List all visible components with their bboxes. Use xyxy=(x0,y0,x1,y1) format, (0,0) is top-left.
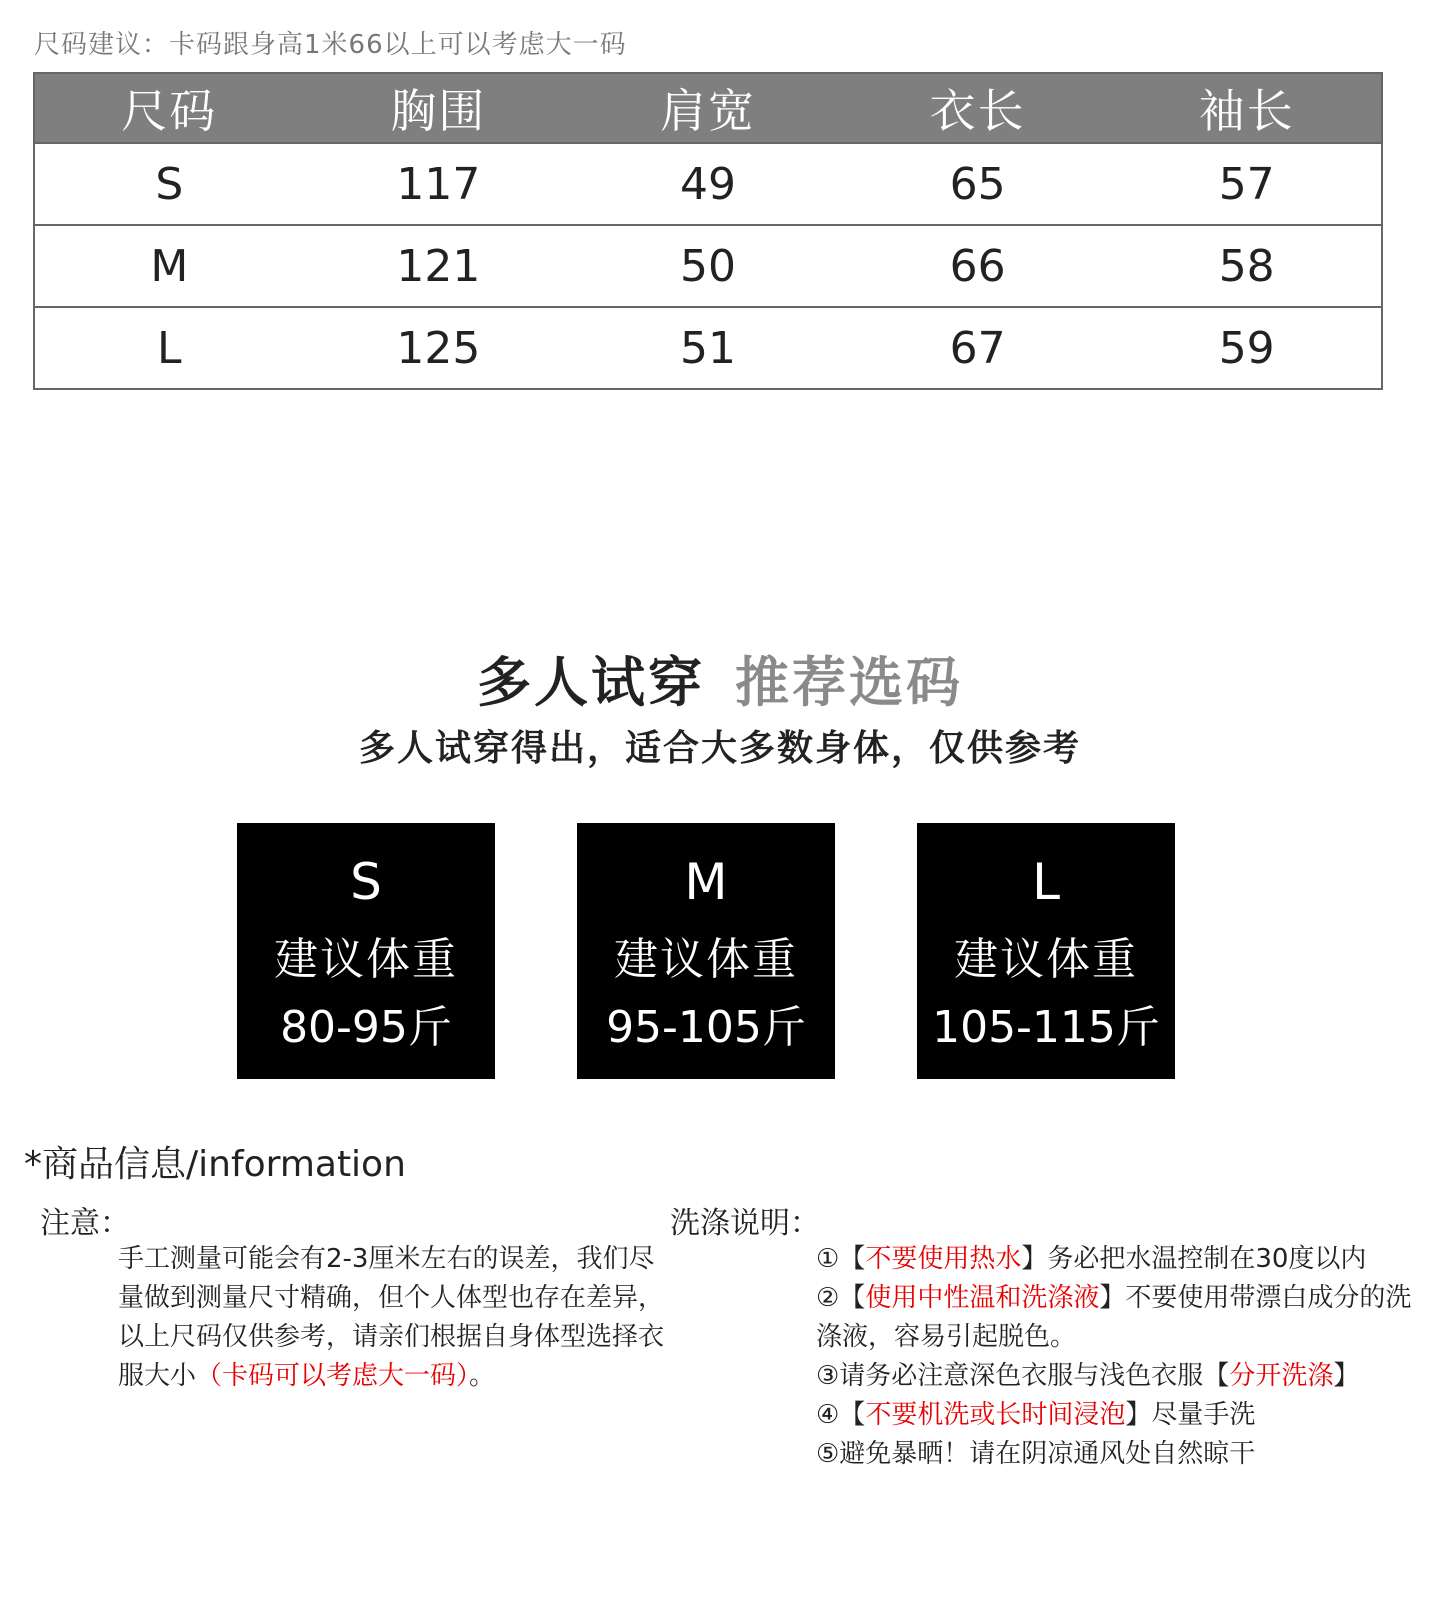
weight-box-s xyxy=(237,823,495,1079)
weight-box-size: L xyxy=(1032,853,1060,911)
note-highlight: （卡码可以考虑大一码） xyxy=(196,1361,470,1391)
recommend-title xyxy=(0,640,1440,717)
wash-item-pre: ②【 xyxy=(816,1283,866,1313)
recommend-title-main: 多人试穿 xyxy=(477,651,705,714)
list-item xyxy=(816,1357,1426,1396)
weight-box-label: 建议体重 xyxy=(954,934,1138,985)
table-cell: 58 xyxy=(1112,225,1382,307)
table-cell: S xyxy=(34,143,304,225)
wash-item-pre: ⑤避免暴晒！请在阴凉通风处自然晾干 xyxy=(816,1439,1256,1469)
table-cell: 49 xyxy=(573,143,843,225)
table-cell: 51 xyxy=(573,307,843,389)
wash-item-highlight: 不要使用热水 xyxy=(865,1244,1022,1274)
table-cell: 66 xyxy=(843,225,1113,307)
weight-box-l xyxy=(917,823,1175,1079)
wash-item-post: 】不要使用带漂白成分的洗涤液，容易引起脱色。 xyxy=(816,1283,1412,1352)
list-item xyxy=(816,1279,1426,1357)
table-cell: L xyxy=(34,307,304,389)
wash-list xyxy=(816,1240,1426,1474)
wash-item-pre: ①【 xyxy=(816,1244,866,1274)
header-length: 衣长 xyxy=(929,84,1026,138)
list-item xyxy=(816,1396,1426,1435)
note-title: 注意： xyxy=(40,1206,130,1241)
recommend-title-accent: 推荐选码 xyxy=(735,651,963,714)
table-cell: 125 xyxy=(304,307,574,389)
recommend-subtitle: 多人试穿得出，适合大多数身体，仅供参考 xyxy=(358,728,1081,769)
list-item xyxy=(816,1240,1426,1279)
header-shoulder: 肩宽 xyxy=(659,84,756,138)
note-end: 。 xyxy=(469,1361,496,1391)
size-table xyxy=(33,72,1383,390)
table-cell: 67 xyxy=(843,307,1113,389)
weight-box-m xyxy=(577,823,835,1079)
table-cell: 121 xyxy=(304,225,574,307)
table-cell: 50 xyxy=(573,225,843,307)
wash-item-highlight: 不要机洗或长时间浸泡 xyxy=(865,1400,1126,1430)
size-table-header xyxy=(34,73,1382,143)
weight-box-range: 105-115斤 xyxy=(932,1002,1160,1053)
weight-box-size: S xyxy=(350,853,382,911)
weight-box-size: M xyxy=(684,853,728,911)
info-heading: *商品信息/information xyxy=(24,1144,406,1185)
table-row xyxy=(34,143,1382,225)
wash-item-highlight: 使用中性温和洗涤液 xyxy=(865,1283,1100,1313)
table-row xyxy=(34,225,1382,307)
header-size: 尺码 xyxy=(121,84,218,138)
weight-box-range: 80-95斤 xyxy=(280,1002,452,1053)
header-chest: 胸围 xyxy=(390,84,487,138)
table-cell: 65 xyxy=(843,143,1113,225)
table-cell: 57 xyxy=(1112,143,1382,225)
table-row xyxy=(34,307,1382,389)
wash-item-pre: ③请务必注意深色衣服与浅色衣服【 xyxy=(816,1361,1230,1391)
wash-title: 洗涤说明： xyxy=(670,1206,820,1241)
weight-box-label: 建议体重 xyxy=(274,934,458,985)
table-cell: 59 xyxy=(1112,307,1382,389)
wash-item-post: 】 xyxy=(1333,1361,1360,1391)
wash-item-pre: ④【 xyxy=(816,1400,866,1430)
note-body xyxy=(118,1240,678,1396)
note-text: 手工测量可能会有2-3厘米左右的误差，我们尽量做到测量尺寸精确，但个人体型也存在差异，以上尺码仅供参考，请亲们根据自身体型选择衣服大小 xyxy=(118,1244,665,1391)
header-sleeve: 袖长 xyxy=(1198,84,1295,138)
table-cell: 117 xyxy=(304,143,574,225)
table-cell: M xyxy=(34,225,304,307)
wash-item-post: 】务必把水温控制在30度以内 xyxy=(1021,1244,1367,1274)
wash-item-post: 】尽量手洗 xyxy=(1125,1400,1256,1430)
list-item xyxy=(816,1435,1426,1474)
size-tip: 尺码建议：卡码跟身高1米66以上可以考虑大一码 xyxy=(34,30,627,60)
wash-item-highlight: 分开洗涤 xyxy=(1229,1361,1334,1391)
weight-box-label: 建议体重 xyxy=(614,934,798,985)
weight-box-range: 95-105斤 xyxy=(606,1002,806,1053)
